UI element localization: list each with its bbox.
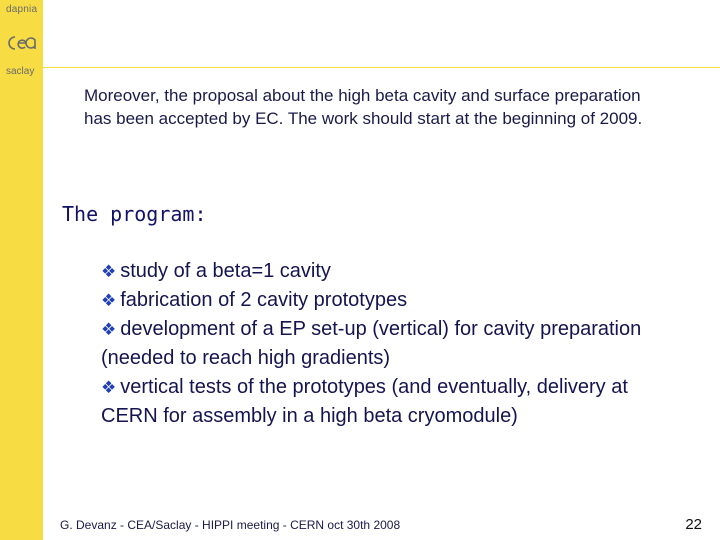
list-item: [101, 315, 661, 373]
diamond-bullet-icon: ❖: [101, 378, 117, 397]
diamond-bullet-icon: ❖: [101, 320, 117, 339]
bullet-text: development of a EP set-up (vertical) for cavity preparation (needed to reach high gradients): [101, 318, 642, 369]
dapnia-logo: [0, 0, 43, 90]
list-item: [101, 286, 661, 315]
logo-top-text: dapnia: [6, 4, 38, 15]
logo-bottom-text: saclay: [6, 66, 35, 77]
program-title: The program:: [62, 202, 207, 226]
bullet-text: vertical tests of the prototypes (and eventually, delivery at CERN for assembly in a high beta cryomodule): [101, 376, 628, 427]
intro-paragraph: Moreover, the proposal about the high beta cavity and surface preparation has been accepted by EC. The work should start at the beginning of 2009.: [84, 86, 643, 128]
header-rule: [43, 67, 720, 68]
list-item: [101, 373, 661, 431]
sidebar-band: [0, 0, 43, 540]
cea-logo-icon: [7, 34, 37, 52]
program-bullet-list: [101, 257, 661, 431]
bullet-text: fabrication of 2 cavity prototypes: [120, 289, 408, 311]
diamond-bullet-icon: ❖: [101, 262, 117, 281]
page-number: 22: [685, 516, 702, 533]
list-item: [101, 257, 661, 286]
footer-text: G. Devanz - CEA/Saclay - HIPPI meeting - CERN oct 30th 2008: [60, 518, 401, 532]
bullet-text: study of a beta=1 cavity: [120, 260, 331, 282]
diamond-bullet-icon: ❖: [101, 291, 117, 310]
